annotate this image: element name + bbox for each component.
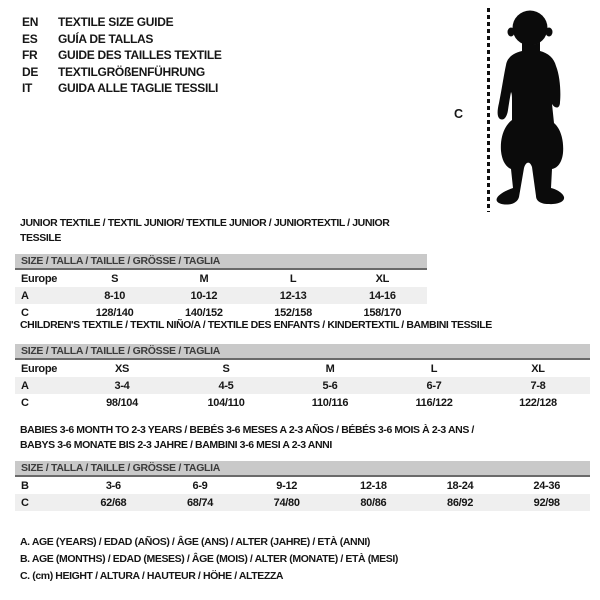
table-cell: 128/140 bbox=[95, 306, 134, 319]
table-cell: 92/98 bbox=[533, 496, 560, 509]
table-row bbox=[15, 287, 427, 304]
language-label: TEXTILE SIZE GUIDE bbox=[58, 15, 174, 29]
table-cell: 86/92 bbox=[447, 496, 474, 509]
language-code: EN bbox=[22, 15, 39, 29]
table-row bbox=[15, 394, 590, 411]
table-cell: XL bbox=[375, 272, 390, 285]
size-table bbox=[15, 477, 590, 511]
language-row bbox=[22, 47, 222, 64]
size-table-section-babies-textile bbox=[15, 423, 590, 511]
table-row bbox=[15, 270, 427, 287]
row-label: C bbox=[21, 496, 29, 509]
table-cell: 3-6 bbox=[105, 479, 121, 492]
language-code: DE bbox=[22, 64, 39, 79]
table-cell: 10-12 bbox=[190, 289, 218, 302]
section-title-line: CHILDREN'S TEXTILE / TEXTIL NIÑO/A / TEXTILE DES ENFANTS / KINDERTEXTIL / BAMBINI TESSILE bbox=[20, 319, 492, 331]
size-table bbox=[15, 360, 590, 411]
section-title-line: BABYS 3-6 MONATE BIS 2-3 JAHRE / BAMBINI 3-6 MESI A 2-3 ANNI bbox=[20, 439, 332, 451]
table-cell: 98/104 bbox=[106, 396, 138, 409]
table-cell: XL bbox=[531, 362, 545, 375]
table-cell: M bbox=[199, 272, 209, 285]
size-header-bar: SIZE / TALLA / TAILLE / GRÖSSE / TAGLIA bbox=[15, 344, 590, 360]
table-cell: L bbox=[430, 362, 438, 375]
row-label: C bbox=[21, 396, 29, 409]
row-label: Europe bbox=[21, 362, 58, 375]
size-header-bar: SIZE / TALLA / TAILLE / GRÖSSE / TAGLIA bbox=[15, 254, 427, 270]
table-cell: 18-24 bbox=[446, 479, 474, 492]
section-title bbox=[15, 216, 427, 246]
language-code: FR bbox=[22, 48, 38, 62]
legend-notes bbox=[20, 534, 398, 585]
table-row bbox=[15, 494, 590, 511]
table-cell: S bbox=[222, 362, 230, 375]
language-code: IT bbox=[22, 81, 33, 95]
table-cell: 3-4 bbox=[114, 379, 130, 392]
row-label: C bbox=[21, 306, 29, 319]
table-cell: 158/170 bbox=[363, 306, 402, 319]
table-cell: 140/152 bbox=[185, 306, 223, 319]
row-label: A bbox=[21, 379, 29, 392]
table-cell: 9-12 bbox=[276, 479, 298, 492]
table-cell: 80/86 bbox=[360, 496, 387, 509]
row-label: B bbox=[21, 479, 29, 492]
table-row bbox=[15, 477, 590, 494]
table-row bbox=[15, 360, 590, 377]
table-cell: XS bbox=[114, 362, 130, 375]
language-label: GUIDE DES TAILLES TEXTILE bbox=[58, 48, 222, 62]
table-cell: 62/68 bbox=[100, 496, 127, 509]
section-title bbox=[15, 423, 590, 453]
table-cell: 152/158 bbox=[274, 306, 312, 319]
language-row bbox=[22, 14, 222, 31]
size-header-bar: SIZE / TALLA / TAILLE / GRÖSSE / TAGLIA bbox=[15, 461, 590, 477]
size-table-section-junior-textile bbox=[15, 216, 427, 321]
table-cell: M bbox=[325, 362, 335, 375]
table-cell: 4-5 bbox=[218, 379, 234, 392]
language-title-block bbox=[22, 14, 222, 97]
language-label: GUIDA ALLE TAGLIE TESSILI bbox=[58, 81, 219, 95]
height-measure-label: C bbox=[454, 107, 464, 121]
language-label: TEXTILGRÖßENFÜHRUNG bbox=[58, 64, 205, 79]
table-row bbox=[15, 377, 590, 394]
legend-note-line: A. AGE (YEARS) / EDAD (AÑOS) / ÂGE (ANS) / ALTER (JAHRE) / ETÀ (ANNI) bbox=[20, 536, 371, 548]
section-title-line: JUNIOR TEXTILE / TEXTIL JUNIOR/ TEXTILE JUNIOR / JUNIORTEXTIL / JUNIOR TESSILE bbox=[20, 217, 390, 244]
language-row bbox=[22, 80, 222, 97]
row-label: Europe bbox=[21, 272, 58, 285]
table-cell: 6-7 bbox=[426, 379, 442, 392]
table-cell: 116/122 bbox=[415, 396, 453, 409]
language-label: GUÍA DE TALLAS bbox=[58, 31, 154, 46]
section-title bbox=[15, 318, 590, 333]
table-cell: 68/74 bbox=[186, 496, 214, 509]
language-code: ES bbox=[22, 31, 38, 46]
table-cell: 8-10 bbox=[104, 289, 126, 302]
table-cell: 122/128 bbox=[519, 396, 557, 409]
row-label: A bbox=[21, 289, 29, 302]
table-cell: 7-8 bbox=[530, 379, 546, 392]
table-cell: 6-9 bbox=[192, 479, 208, 492]
language-row bbox=[22, 64, 222, 81]
table-cell: 5-6 bbox=[322, 379, 338, 392]
legend-note-line: B. AGE (MONTHS) / EDAD (MESES) / ÂGE (MOIS) / ALTER (MONATE) / ETÀ (MESI) bbox=[20, 553, 398, 565]
table-cell: 12-13 bbox=[279, 289, 307, 302]
table-cell: 74/80 bbox=[273, 496, 300, 509]
size-table-section-childrens-textile bbox=[15, 318, 590, 411]
size-table bbox=[15, 270, 427, 321]
table-cell: 24-36 bbox=[533, 479, 561, 492]
table-cell: S bbox=[111, 272, 119, 285]
table-cell: 14-16 bbox=[369, 289, 396, 302]
baby-silhouette-icon bbox=[482, 6, 578, 206]
table-cell: 12-18 bbox=[360, 479, 387, 492]
table-cell: L bbox=[289, 272, 297, 285]
language-row bbox=[22, 31, 222, 48]
table-cell: 110/116 bbox=[311, 396, 349, 409]
table-cell: 104/110 bbox=[207, 396, 245, 409]
legend-note-line: C. (cm) HEIGHT / ALTURA / HAUTEUR / HÖHE / ALTEZZA bbox=[20, 570, 284, 582]
section-title-line: BABIES 3-6 MONTH TO 2-3 YEARS / BEBÉS 3-6 MESES A 2-3 AÑOS / BÉBÉS 3-6 MOIS À 2-3 ANS / bbox=[20, 424, 474, 436]
